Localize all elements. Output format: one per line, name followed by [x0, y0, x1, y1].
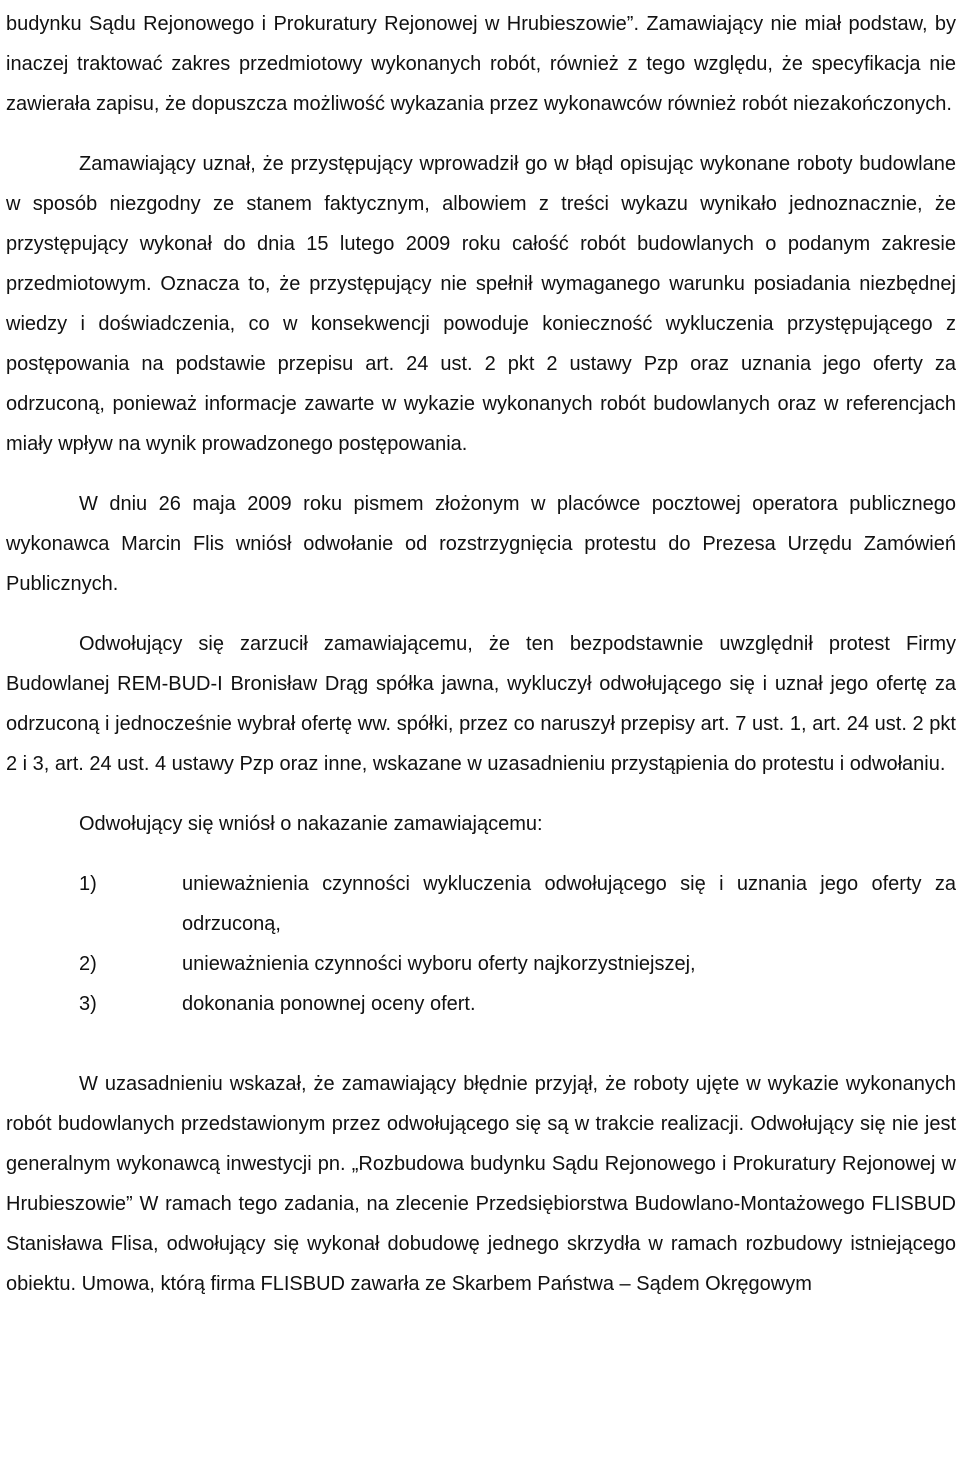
paragraph-1: budynku Sądu Rejonowego i Prokuratury Rejonowej w Hrubieszowie”. Zamawiający nie miał podstaw, by inaczej traktować zakres przedmiotowy wykonanych robót, również z tego względu, że specyfikacja nie zawierała zapisu, że dopuszcza możliwość wykazania przez wykonawców również robót niezakończonych. [6, 13, 956, 115]
list-item-text: dokonania ponownej oceny ofert. [182, 993, 476, 1015]
list-item-number: 1) [79, 873, 97, 895]
list-item-text: unieważnienia czynności wyboru oferty najkorzystniejszej, [182, 953, 696, 975]
paragraph-6: W uzasadnieniu wskazał, że zamawiający błędnie przyjął, że roboty ujęte w wykazie wykonanych robót budowlanych przedstawionym przez odwołującego się są w trakcie realizacji. Odwołujący się nie jest generalnym wykonawcą inwestycji pn. „Rozbudowa budynku Sądu Rejonowego i Prokuratury Rejonowej w Hrubieszowie” W ramach tego zadania, na zlecenie Przedsiębiorstwa Budowlano-Montażowego FLISBUD Stanisława Flisa, odwołujący się wykonał dobudowę jednego skrzydła w ramach rozbudowy istniejącego obiektu. Umowa, którą firma FLISBUD zawarła ze Skarbem Państwa – Sądem Okręgowym [6, 1073, 956, 1295]
paragraph-2: Zamawiający uznał, że przystępujący wprowadził go w błąd opisując wykonane roboty budowlane w sposób niezgodny ze stanem faktycznym, albowiem z treści wykazu wynikało jednoznacznie, że przystępujący wykonał do dnia 15 lutego 2009 roku całość robót budowlanych o podanym zakresie przedmiotowym. Oznacza to, że przystępujący nie spełnił wymaganego warunku posiadania niezbędnej wiedzy i doświadczenia, co w konsekwencji powoduje konieczność wykluczenia przystępującego z postępowania na podstawie przepisu art. 24 ust. 2 pkt 2 ustawy Pzp oraz uznania jego oferty za odrzuconą, ponieważ informacje zawarte w wykazie wykonanych robót budowlanych oraz w referencjach miały wpływ na wynik prowadzonego postępowania. [6, 153, 956, 455]
paragraph-3: W dniu 26 maja 2009 roku pismem złożonym w placówce pocztowej operatora publicznego wykonawca Marcin Flis wniósł odwołanie od rozstrzygnięcia protestu do Prezesa Urzędu Zamówień Publicznych. [6, 493, 956, 595]
paragraph-5: Odwołujący się wniósł o nakazanie zamawiającemu: [79, 813, 543, 835]
list-item [6, 864, 956, 944]
list-item [6, 944, 956, 984]
list-item-number: 2) [79, 953, 97, 975]
paragraph-4: Odwołujący się zarzucił zamawiającemu, że ten bezpodstawnie uwzględnił protest Firmy Budowlanej REM-BUD-I Bronisław Drąg spółka jawna, wykluczył odwołującego się i uznał jego ofertę za odrzuconą i jednocześnie wybrał ofertę ww. spółki, przez co naruszył przepisy art. 7 ust. 1, art. 24 ust. 2 pkt 2 i 3, art. 24 ust. 4 ustawy Pzp oraz inne, wskazane w uzasadnieniu przystąpienia do protestu i odwołaniu. [6, 633, 956, 775]
list-item-number: 3) [79, 993, 97, 1015]
requests-list [6, 864, 956, 1024]
list-item [6, 984, 956, 1024]
list-item-text: unieważnienia czynności wykluczenia odwołującego się i uznania jego oferty za odrzuconą, [182, 873, 956, 935]
document-page [6, 0, 956, 1304]
